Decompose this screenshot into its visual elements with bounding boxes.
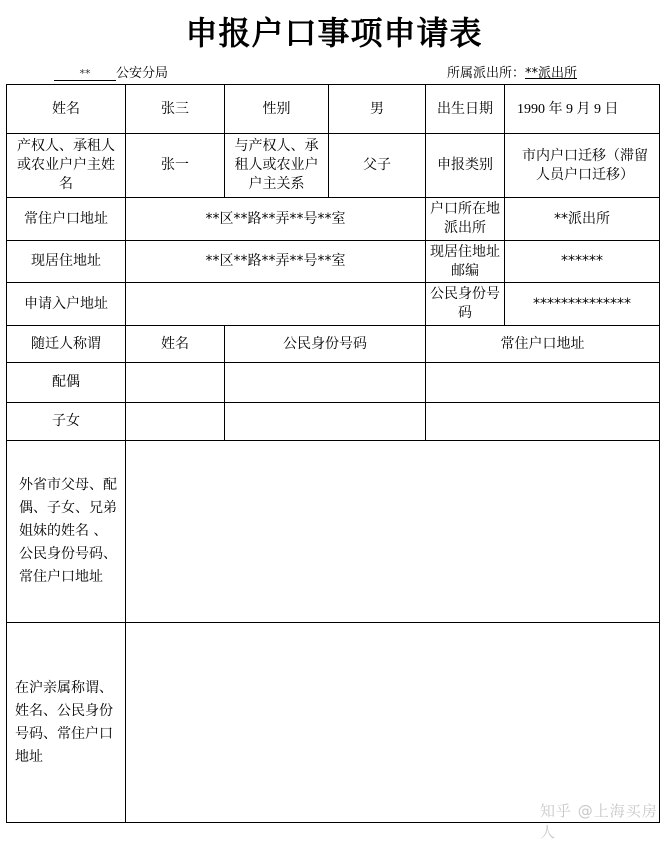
out-of-province-relatives-field[interactable] <box>126 441 660 623</box>
permanent-address-label: 常住户口地址 <box>7 198 126 241</box>
application-form-table <box>6 84 660 823</box>
postcode-label: 现居住地址邮编 <box>426 241 505 283</box>
application-type-value[interactable]: 市内户口迁移（滞留人员户口迁移） <box>505 134 660 198</box>
companion-relation-header: 随迁人称谓 <box>7 326 126 363</box>
name-label: 姓名 <box>7 85 126 134</box>
postcode-value[interactable]: ****** <box>505 241 660 283</box>
shanghai-relatives-row <box>7 623 660 823</box>
id-number-value[interactable]: ************** <box>505 283 660 326</box>
companion-address-field[interactable] <box>426 403 660 441</box>
apply-address-value[interactable] <box>126 283 426 326</box>
owner-relation-value[interactable]: 父子 <box>329 134 426 198</box>
companion-relation: 子女 <box>7 403 126 441</box>
name-value[interactable]: 张三 <box>126 85 225 134</box>
owner-name-label: 产权人、承租人或农业户户主姓名 <box>7 134 126 198</box>
birth-date-label: 出生日期 <box>426 85 505 134</box>
companion-name-header: 姓名 <box>126 326 225 363</box>
owner-relation-label: 与产权人、承租人或农业户户主关系 <box>225 134 329 198</box>
apply-address-label: 申请入户地址 <box>7 283 126 326</box>
bureau-line <box>54 62 168 81</box>
bureau-blank-field[interactable]: ** <box>54 67 116 81</box>
id-number-label: 公民身份号码 <box>426 283 505 326</box>
companion-address-field[interactable] <box>426 363 660 403</box>
shanghai-relatives-label: 在沪亲属称谓、姓名、公民身份号码、常住户口地址 <box>7 623 126 823</box>
companions-header-row <box>7 326 660 363</box>
application-type-label: 申报类别 <box>426 134 505 198</box>
owner-name-value[interactable]: 张一 <box>126 134 225 198</box>
companion-row <box>7 363 660 403</box>
form-row-apply-address <box>7 283 660 326</box>
out-of-province-relatives-row <box>7 441 660 623</box>
out-of-province-relatives-label: 外省市父母、配偶、子女、兄弟姐妹的姓名 、公民身份号码、常住户口地址 <box>7 441 126 623</box>
gender-value[interactable]: 男 <box>329 85 426 134</box>
companion-row <box>7 403 660 441</box>
station-label: 所属派出所： <box>447 66 526 81</box>
permanent-address-value[interactable]: **区**路**弄**号**室 <box>126 198 426 241</box>
companion-id-field[interactable] <box>225 403 426 441</box>
form-row-owner <box>7 134 660 198</box>
station-value[interactable]: **派出所 <box>525 66 578 81</box>
companion-name-field[interactable] <box>126 363 225 403</box>
companion-name-field[interactable] <box>126 403 225 441</box>
companion-id-header: 公民身份号码 <box>225 326 426 363</box>
current-address-value[interactable]: **区**路**弄**号**室 <box>126 241 426 283</box>
birth-date-value[interactable]: 1990 年 9 月 9 日 <box>505 85 660 134</box>
station-line <box>447 62 577 81</box>
bureau-label: 公安分局 <box>116 66 169 81</box>
form-row-permanent-address <box>7 198 660 241</box>
companion-relation: 配偶 <box>7 363 126 403</box>
form-row-current-address <box>7 241 660 283</box>
registered-station-value[interactable]: **派出所 <box>505 198 660 241</box>
gender-label: 性别 <box>225 85 329 134</box>
companion-id-field[interactable] <box>225 363 426 403</box>
page-title: 申报户口事项申请表 <box>185 14 483 52</box>
current-address-label: 现居住地址 <box>7 241 126 283</box>
form-row-basic <box>7 85 660 134</box>
registered-station-label: 户口所在地派出所 <box>426 198 505 241</box>
companion-address-header: 常住户口地址 <box>426 326 660 363</box>
watermark: 知乎 @上海买房人 <box>540 802 658 841</box>
shanghai-relatives-field[interactable] <box>126 623 660 823</box>
